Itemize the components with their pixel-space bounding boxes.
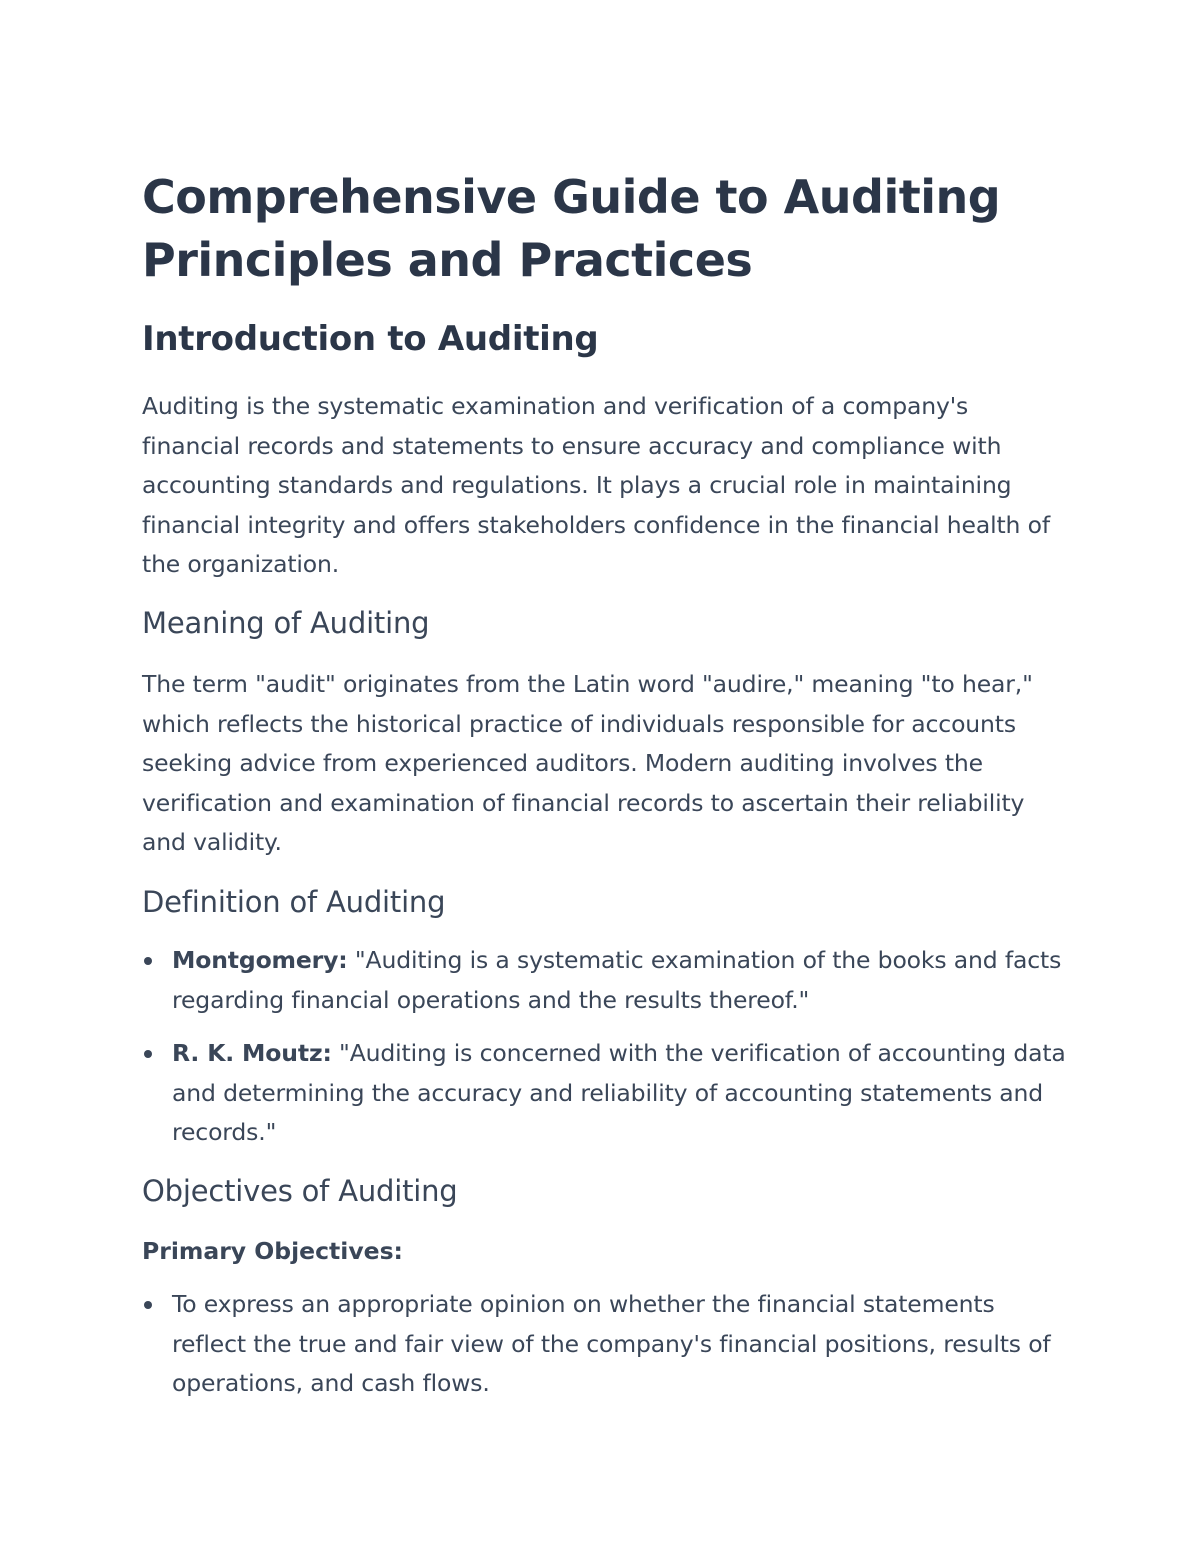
definition-term: Montgomery: bbox=[172, 946, 348, 974]
meaning-heading: Meaning of Auditing bbox=[142, 606, 430, 640]
document-title: Comprehensive Guide to Auditing Principles and Practices bbox=[142, 170, 1001, 287]
definition-term: R. K. Moutz: bbox=[172, 1039, 332, 1067]
definition-quote: "Auditing is a systematic examination of the books and facts regarding financial operations and the results thereof." bbox=[172, 946, 1062, 1014]
definition-heading: Definition of Auditing bbox=[142, 885, 446, 919]
bullet-dot bbox=[144, 957, 152, 965]
meaning-paragraph: The term "audit" originates from the Latin word "audire," meaning "to hear," which reflects the historical practice of individuals responsible for accounts seeking advice from experienced auditors. Modern auditing involves the verification and examination of financial records to ascertain their reliability and validity. bbox=[142, 670, 1033, 856]
definition-quote: "Auditing is concerned with the verification of accounting data and determining the accuracy and reliability of accounting statements and records." bbox=[172, 1039, 1066, 1146]
objectives-heading: Objectives of Auditing bbox=[142, 1174, 458, 1208]
introduction-heading: Introduction to Auditing bbox=[142, 319, 599, 359]
definition-item-text bbox=[172, 1034, 1067, 1153]
introduction-paragraph: Auditing is the systematic examination and verification of a company's financial records and statements to ensure accuracy and compliance with accounting standards and regulations. It plays a crucial role in maintaining financial integrity and offers stakeholders confidence in the financial health of the organization. bbox=[142, 392, 1050, 578]
bullet-dot bbox=[144, 1301, 152, 1309]
primary-objectives-subheading: Primary Objectives: bbox=[142, 1237, 403, 1265]
bullet-dot bbox=[144, 1050, 152, 1058]
definition-item-text bbox=[172, 941, 1067, 1020]
objective-item-text: To express an appropriate opinion on whether the financial statements reflect the true and fair view of the company's financial positions, results of operations, and cash flows. bbox=[172, 1290, 1051, 1397]
